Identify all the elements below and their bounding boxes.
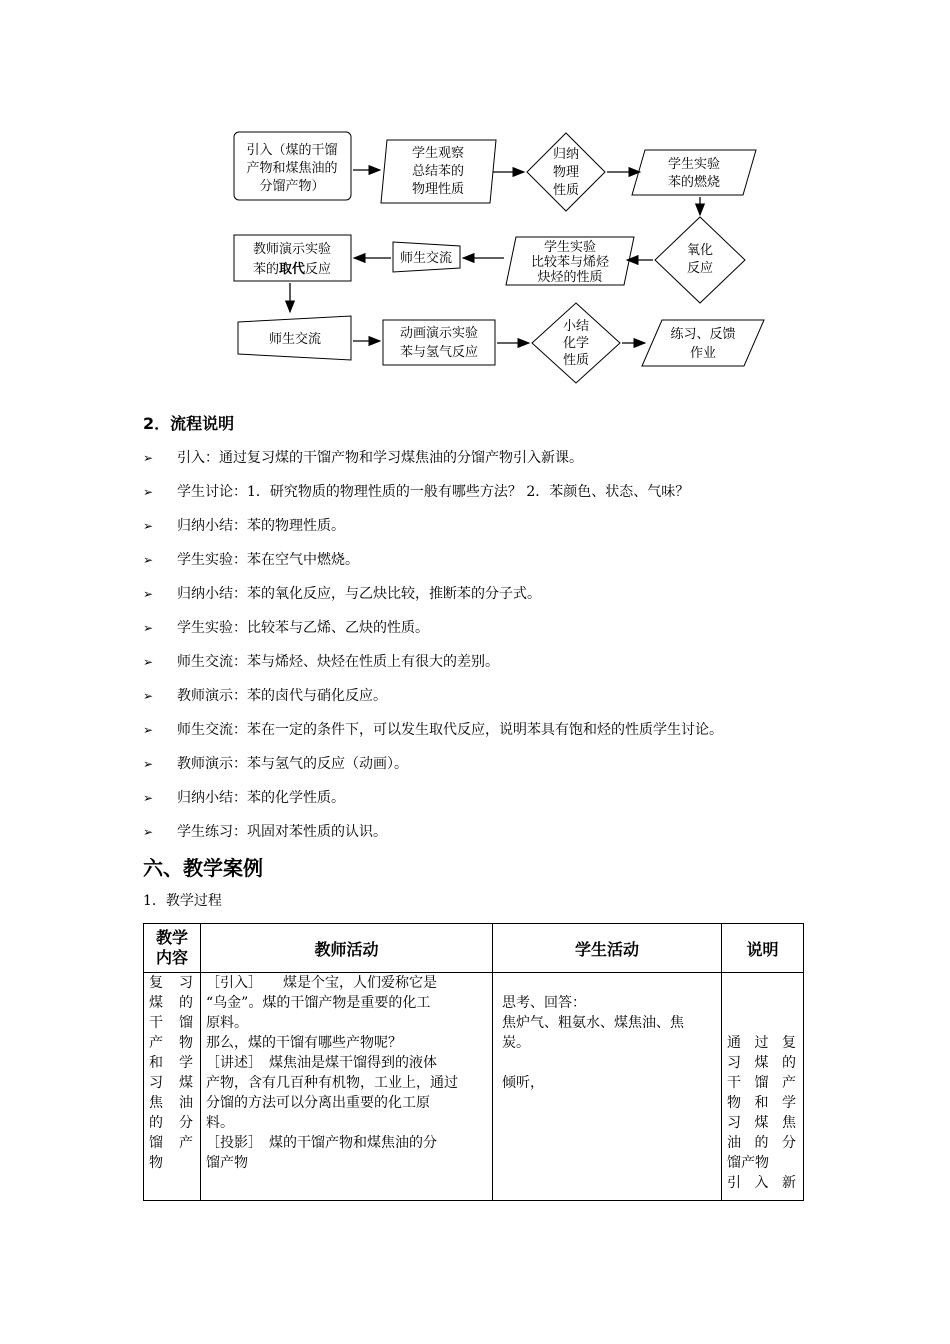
arrow-bullet-icon: ➢	[143, 485, 154, 499]
flow-label-demo1: 教师演示实验苯的取代反应	[252, 242, 332, 277]
header-note: 说明	[722, 924, 804, 973]
header-content: 教学 内容	[144, 924, 201, 973]
process-description-list	[143, 441, 843, 849]
flow-label-practice: 练习、反馈作业	[670, 327, 736, 361]
flow-label-intro: 引入（煤的干馏产物和煤焦油的分馏产物）	[246, 143, 338, 194]
arrow-bullet-icon: ➢	[143, 791, 154, 805]
list-item: ➢ 教师演示：苯与氢气的反应（动画）。	[143, 747, 843, 781]
cell-teacher-activity: ［引入］ 煤是个宝，人们爱称它是 “乌金”。煤的干馏产物是重要的化工 原料。 那么，煤的干馏有哪些产物呢？ ［讲述］ 煤焦油是煤干馏得到的液体 产物，含有几百种有机物，工业上，通过 分馏的方法可以分离出重要的化工原 料。 ［投影］ 煤的干馏产物和煤焦油的分 馏产物	[201, 973, 493, 1201]
list-item: ➢ 引入：通过复习煤的干馏产物和学习煤焦油的分馏产物引入新课。	[143, 441, 843, 475]
arrow-bullet-icon: ➢	[143, 757, 154, 771]
flow-label-summary2: 小结化学性质	[562, 319, 590, 368]
list-item: ➢ 归纳小结：苯的氧化反应，与乙炔比较，推断苯的分子式。	[143, 577, 843, 611]
arrow-bullet-icon: ➢	[143, 655, 154, 669]
header-student-activity: 学生活动	[493, 924, 722, 973]
header-teacher-activity: 教师活动	[201, 924, 493, 973]
teaching-process-subtitle: 1．教学过程	[143, 893, 222, 909]
lesson-flowchart	[0, 0, 950, 400]
list-item: ➢ 学生实验：苯在空气中燃烧。	[143, 543, 843, 577]
list-item: ➢ 师生交流：苯在一定的条件下，可以发生取代反应，说明苯具有饱和烃的性质学生讨论。	[143, 713, 843, 747]
flow-label-exchange2: 师生交流	[268, 332, 322, 347]
arrow-bullet-icon: ➢	[143, 621, 154, 635]
arrow-bullet-icon: ➢	[143, 587, 154, 601]
arrow-bullet-icon: ➢	[143, 689, 154, 703]
cell-student-activity: 思考、回答： 焦炉气、粗氨水、煤焦油、焦 炭。 倾听，	[493, 973, 722, 1201]
cell-content: 复习 煤的 干馏 产物 和学 习煤 焦油 的分 馏产 物	[144, 973, 201, 1201]
table-row	[144, 973, 804, 1201]
list-item: ➢ 教师演示：苯的卤代与硝化反应。	[143, 679, 843, 713]
flow-node-oxidation	[655, 217, 745, 303]
arrow-bullet-icon: ➢	[143, 723, 154, 737]
teaching-process-table	[143, 923, 804, 1201]
table-header-row	[144, 924, 804, 973]
arrow-bullet-icon: ➢	[143, 451, 154, 465]
section-6-title: 六、教学案例	[143, 856, 263, 880]
cell-note: 通过复 习煤的 干馏产 物和学 习煤焦 油的分 馏产物 引入新	[722, 973, 804, 1201]
list-item: ➢ 学生练习：巩固对苯性质的认识。	[143, 815, 843, 849]
list-item: ➢ 归纳小结：苯的物理性质。	[143, 509, 843, 543]
arrow-bullet-icon: ➢	[143, 825, 154, 839]
flow-label-burn: 学生实验苯的燃烧	[667, 157, 721, 190]
list-item: ➢ 师生交流：苯与烯烃、炔烃在性质上有很大的差别。	[143, 645, 843, 679]
flow-label-compare: 学生实验比较苯与烯烃炔烃的性质	[530, 240, 610, 285]
list-item: ➢ 学生讨论：1．研究物质的物理性质的一般有哪些方法？ 2．苯颜色、状态、气味？	[143, 475, 843, 509]
list-item: ➢ 学生实验：比较苯与乙烯、乙炔的性质。	[143, 611, 843, 645]
flow-label-anim: 动画演示实验苯与氢气反应	[399, 326, 479, 360]
arrow-bullet-icon: ➢	[143, 519, 154, 533]
flow-label-observe: 学生观察总结苯的物理性质	[411, 146, 465, 197]
flow-label-exchange1: 师生交流	[399, 251, 453, 266]
section-2-title: 2．流程说明	[143, 414, 235, 433]
flow-label-oxidation: 氧化反应	[686, 243, 714, 276]
arrow-bullet-icon: ➢	[143, 553, 154, 567]
flow-label-summary1: 归纳物理性质	[552, 147, 580, 198]
list-item: ➢ 归纳小结：苯的化学性质。	[143, 781, 843, 815]
